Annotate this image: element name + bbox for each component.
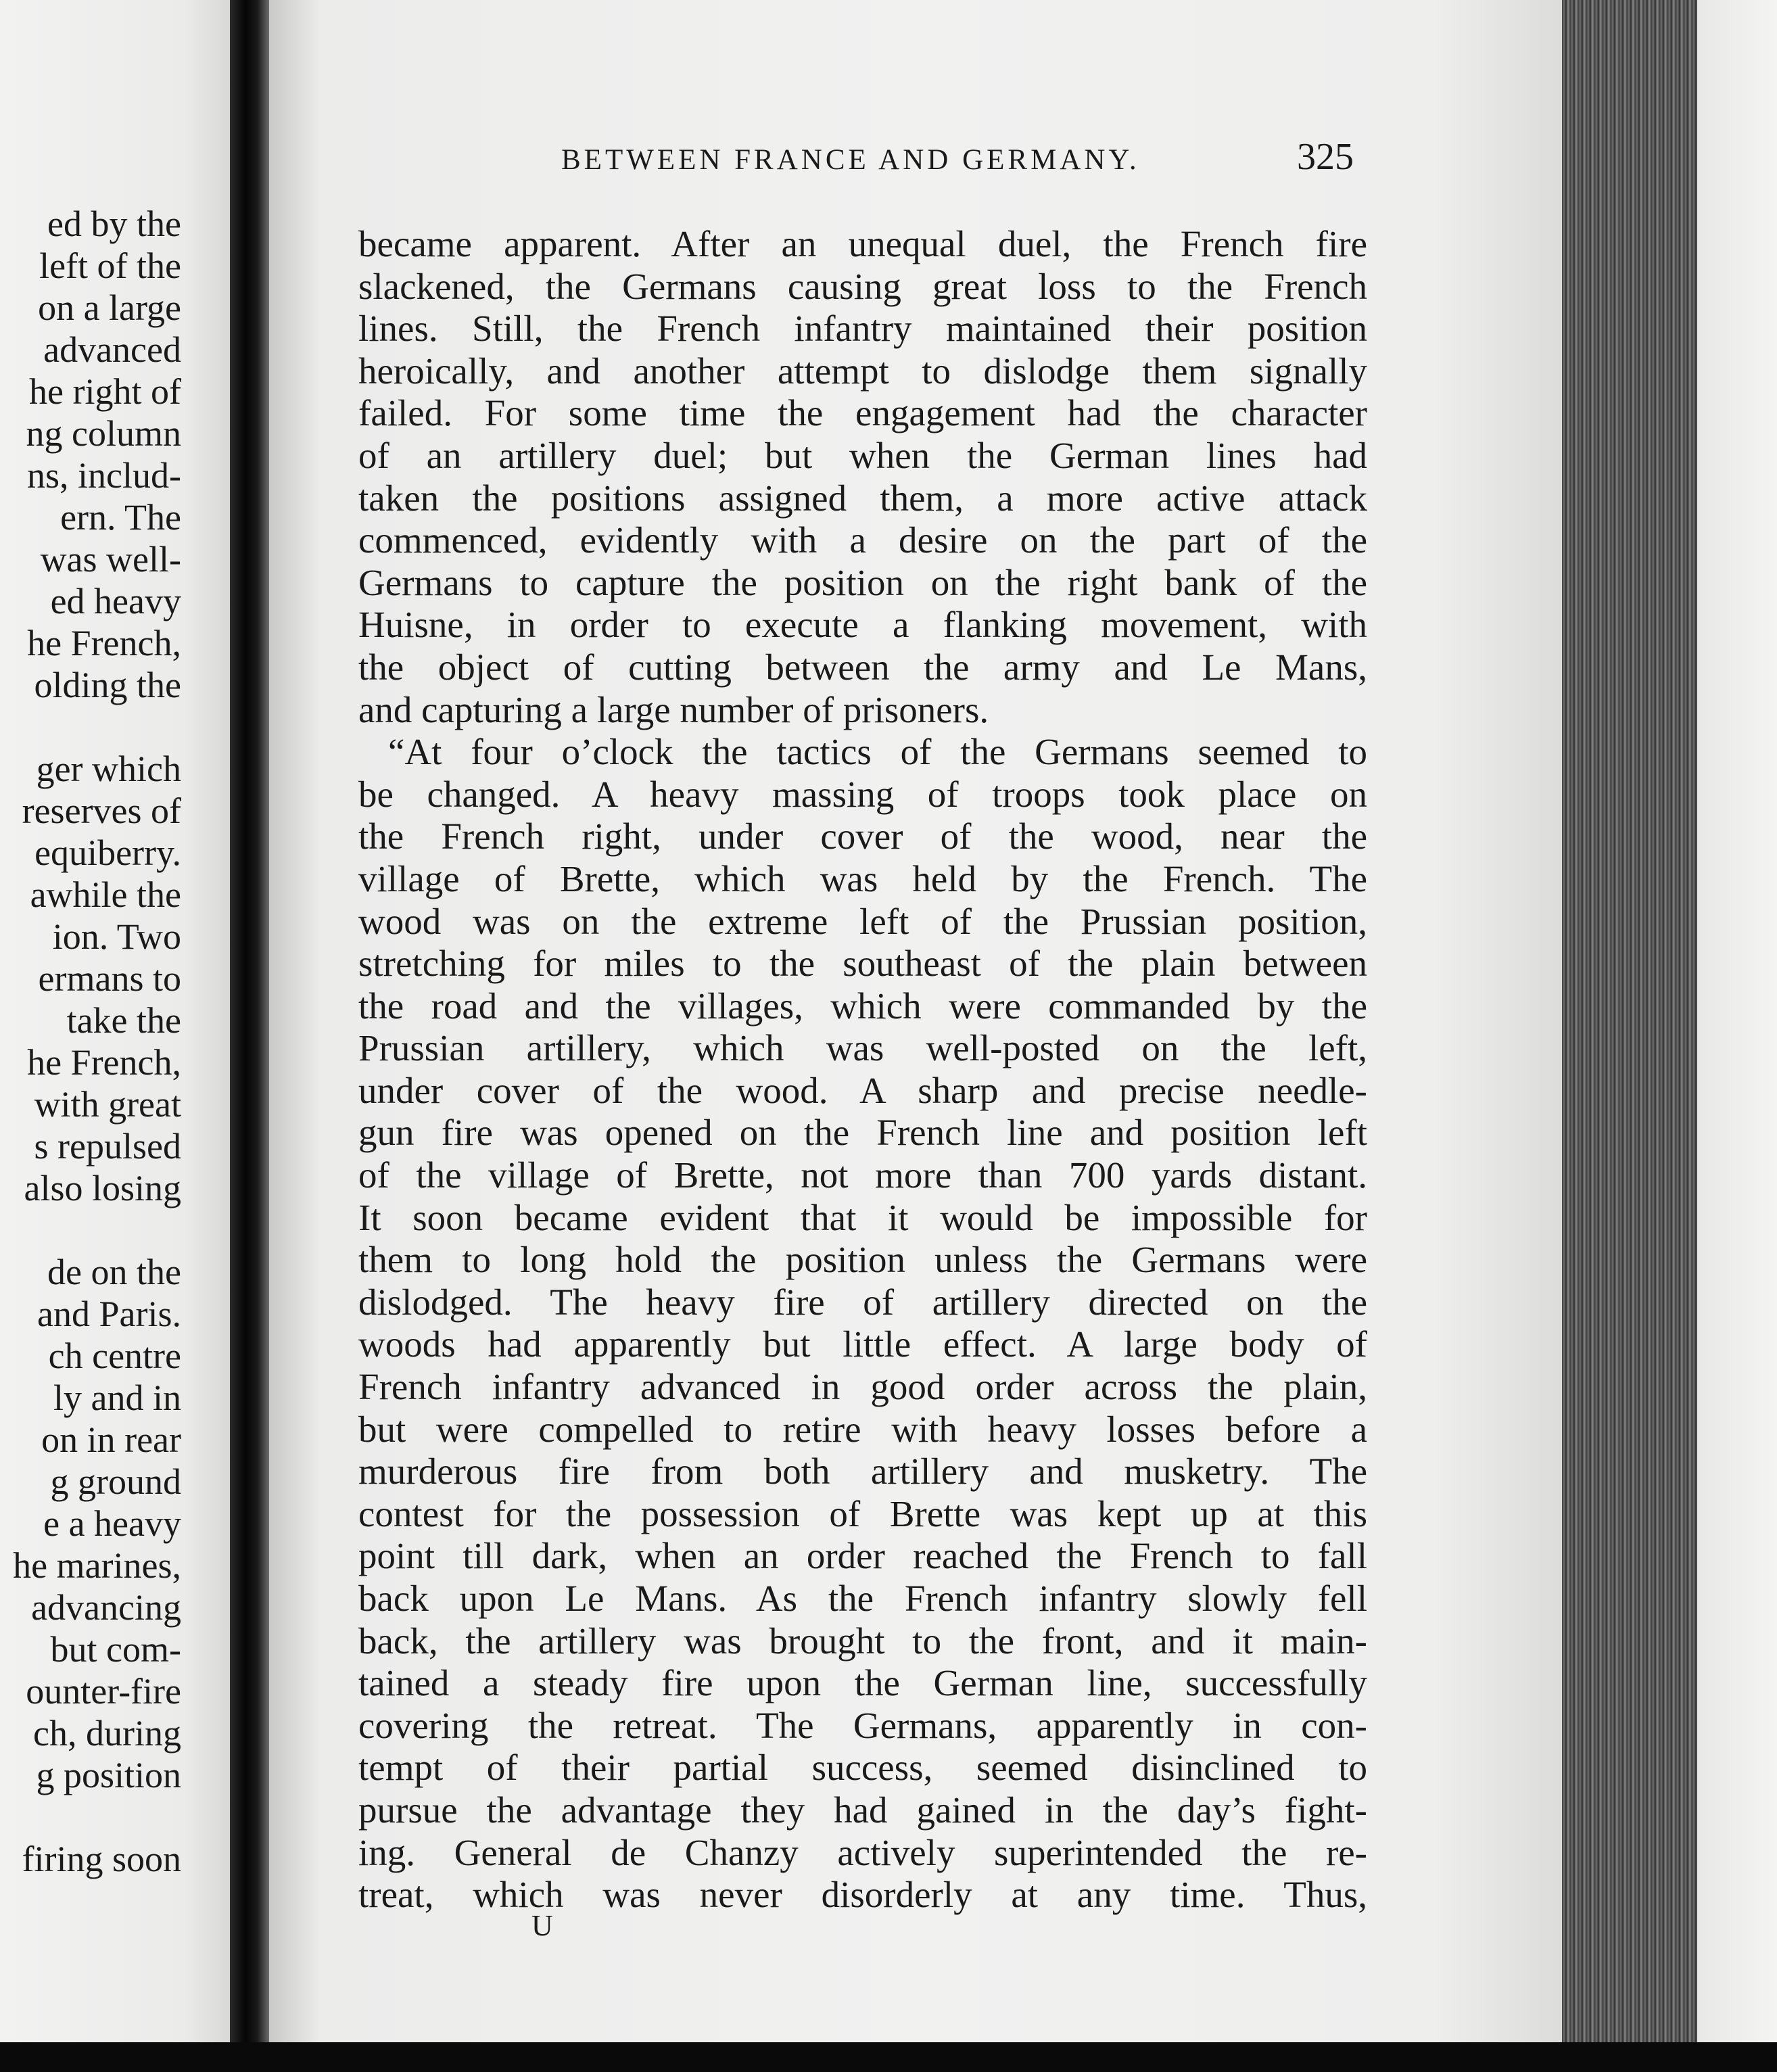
signature-mark: U: [531, 1909, 553, 1942]
facing-page-line: left of the: [39, 245, 181, 286]
facing-page-line: de on the: [47, 1252, 181, 1292]
body-line: gun fire was opened on the French line and position left: [358, 1112, 1367, 1154]
facing-page-line: ermans to: [38, 958, 181, 999]
body-line: heroically, and another attempt to dislodge them signally: [358, 350, 1367, 392]
facing-page-line: s repulsed: [34, 1126, 181, 1167]
body-line: Germans to capture the position on the right bank of the: [358, 561, 1367, 603]
body-line: It soon became evident that it would be impossible for: [358, 1196, 1367, 1238]
facing-page-line: and Paris.: [37, 1294, 181, 1334]
facing-page-line: take the: [66, 1000, 181, 1041]
scan-background: [1697, 0, 1777, 2072]
body-line: tained a steady fire upon the German line, successfully: [358, 1662, 1367, 1704]
facing-page-line: on a large: [38, 287, 181, 328]
body-line: became apparent. After an unequal duel, the French fire: [358, 223, 1367, 264]
body-line: treat, which was never disorderly at any time. Thus,: [358, 1874, 1367, 1916]
book-fore-edge: [1562, 0, 1697, 2072]
body-line: the French right, under cover of the wood, near the: [358, 816, 1367, 857]
body-line: French infantry advanced in good order across the plain,: [358, 1366, 1367, 1408]
facing-page-line: ly and in: [53, 1378, 181, 1418]
facing-page-line: olding the: [34, 665, 181, 705]
body-line: ing. General de Chanzy actively superintended the re-: [358, 1831, 1367, 1873]
body-line: commenced, evidently with a desire on the part of the: [358, 519, 1367, 561]
body-line: wood was on the extreme left of the Prussian position,: [358, 900, 1367, 942]
facing-page-line: ch centre: [48, 1336, 181, 1376]
body-line: contest for the possession of Brette was kept up at this: [358, 1492, 1367, 1534]
facing-page-line: on in rear: [41, 1419, 181, 1460]
page-325: [269, 0, 1562, 2072]
body-line: back, the artillery was brought to the front, and it main-: [358, 1620, 1367, 1662]
body-line: Huisne, in order to execute a flanking movement, with: [358, 604, 1367, 646]
facing-page-line: ern. The: [60, 497, 181, 538]
body-line: pursue the advantage they had gained in the day’s fight-: [358, 1789, 1367, 1831]
facing-page-line: with great: [34, 1084, 181, 1125]
facing-page-line: he marines,: [13, 1545, 181, 1586]
facing-page-line: ng column: [26, 413, 181, 454]
facing-page-line: firing soon: [22, 1839, 181, 1879]
facing-page-line: ger which: [36, 749, 181, 789]
facing-page-line: e a heavy: [43, 1503, 181, 1544]
body-line: be changed. A heavy massing of troops took place on: [358, 773, 1367, 815]
body-line: “At four o’clock the tactics of the Germans seemed to: [388, 731, 1367, 773]
body-line: of the village of Brette, not more than 700 yards distant.: [358, 1154, 1367, 1196]
facing-page-line: ion. Two: [52, 916, 181, 957]
facing-page-line: was well-: [40, 539, 181, 580]
body-line: village of Brette, which was held by the French. The: [358, 857, 1367, 899]
facing-page-line: he French,: [27, 623, 181, 663]
facing-page-line: he right of: [29, 371, 181, 412]
facing-page-line: ns, includ-: [27, 455, 181, 496]
facing-page-line: g ground: [50, 1461, 181, 1502]
scan-bottom-edge: [0, 2042, 1777, 2072]
body-line: the road and the villages, which were commanded by the: [358, 985, 1367, 1027]
body-line: stretching for miles to the southeast of the plain between: [358, 943, 1367, 985]
running-title: BETWEEN FRANCE AND GERMANY.: [561, 144, 1140, 176]
facing-page-line: also losing: [24, 1168, 181, 1208]
body-line: woods had apparently but little effect. A large body of: [358, 1323, 1367, 1365]
facing-page-line: g position: [36, 1755, 181, 1795]
body-line: and capturing a large number of prisoners.: [358, 688, 989, 730]
facing-page-line: ch, during: [33, 1713, 181, 1753]
facing-page-left: [0, 0, 230, 2042]
facing-page-line: awhile the: [30, 874, 181, 915]
body-line: back upon Le Mans. As the French infantry slowly fell: [358, 1578, 1367, 1619]
facing-page-line: equiberry.: [34, 832, 181, 873]
facing-page-line: ounter-fire: [26, 1671, 181, 1712]
body-line: taken the positions assigned them, a more active attack: [358, 477, 1367, 519]
facing-page-line: ed by the: [47, 204, 181, 244]
body-line: but were compelled to retire with heavy losses before a: [358, 1408, 1367, 1450]
body-line: lines. Still, the French infantry maintained their position: [358, 308, 1367, 350]
body-line: murderous fire from both artillery and musketry. The: [358, 1451, 1367, 1492]
body-line: Prussian artillery, which was well-posted on the left,: [358, 1027, 1367, 1069]
facing-page-line: advanced: [43, 329, 181, 370]
body-line: point till dark, when an order reached the French to fall: [358, 1535, 1367, 1577]
body-line: failed. For some time the engagement had the character: [358, 392, 1367, 434]
body-line: slackened, the Germans causing great loss to the French: [358, 265, 1367, 307]
body-line: under cover of the wood. A sharp and precise needle-: [358, 1069, 1367, 1111]
facing-page-line: ed heavy: [50, 581, 181, 621]
facing-page-line: but com-: [50, 1629, 181, 1670]
body-line: tempt of their partial success, seemed disinclined to: [358, 1747, 1367, 1789]
book-gutter: [230, 0, 269, 2072]
body-line: the object of cutting between the army and Le Mans,: [358, 646, 1367, 688]
page-body-text: [358, 223, 1367, 1916]
body-line: of an artillery duel; but when the German lines had: [358, 434, 1367, 476]
body-line: them to long hold the position unless the Germans were: [358, 1239, 1367, 1281]
page-number: 325: [1297, 136, 1354, 178]
facing-page-line: advancing: [31, 1587, 181, 1628]
body-line: covering the retreat. The Germans, apparently in con-: [358, 1704, 1367, 1746]
body-line: dislodged. The heavy fire of artillery directed on the: [358, 1281, 1367, 1323]
facing-page-line: he French,: [27, 1042, 181, 1083]
facing-page-line: reserves of: [22, 791, 181, 831]
